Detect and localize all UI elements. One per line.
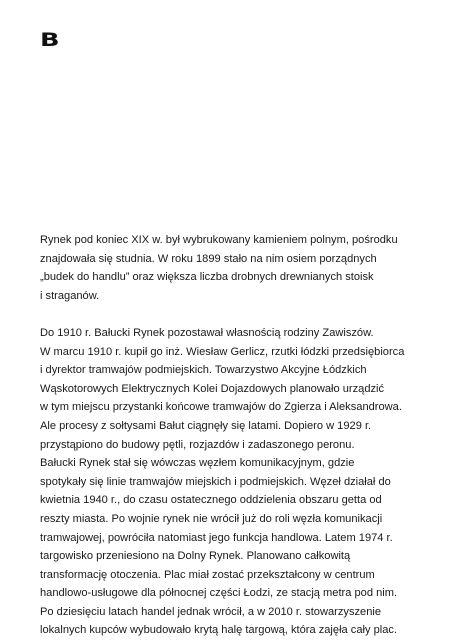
text-line: Bałucki Rynek stał się wówczas węzłem komunikacyjnym, gdzie [40,457,355,470]
text-line: i dyrektor tramwajów podmiejskich. Towarzystwo Akcyjne Łódzkich [40,364,367,377]
text-line: Rynek pod koniec XIX w. był wybrukowany kamieniem polnym, pośrodku [40,234,398,246]
text-line: W marcu 1910 r. kupił go inż. Wiesław Gerlicz, rzutki łódzki przedsiębiorca [40,345,405,358]
text-line: handlowo-usługowe dla północnej części Łodzi, ze stacją metra pod nim. [40,587,398,600]
text-line: tramwajowej, powróciła natomiast jego funkcja handlowa. Latem 1974 r. [40,531,393,544]
text-line: Ale procesy z sołtysami Bałut ciągnęły się latami. Dopiero w 1929 r. [40,419,372,432]
logo-letter: B [40,29,60,51]
text-line: Do 1910 r. Bałucki Rynek pozostawał własnością rodziny Zawiszów. [40,326,374,339]
text-line: transformację otoczenia. Plac miał zostać przekształcony w centrum [40,568,375,581]
text-line: targowisko przeniesiono na Dolny Rynek. Planowano całkowitą [40,550,351,563]
text-line: w tym miejscu przystanki końcowe tramwajów do Zgierza i Aleksandrowa. [40,401,402,414]
text-line: lokalnych kupców wybudowało krytą halę targową, która zajęła cały plac. [40,624,398,637]
text-line: Po dziesięciu latach handel jednak wrócił, a w 2010 r. stowarzyszenie [40,605,382,618]
paragraph-1 [40,231,440,305]
text-line: i straganów. [40,289,100,302]
text-line: „budek do handlu” oraz większa liczba drobnych drewnianych stoisk [40,271,374,284]
body-text [40,231,440,640]
text-line: przystąpiono do budowy pętli, rozjazdów i zadaszonego peronu. [40,438,355,451]
text-line: spotykały się linie tramwajów miejskich i podmiejskich. Węzeł działał do [40,475,391,488]
paragraph-2 [40,324,440,640]
text-line: reszty miasta. Po wojnie rynek nie wrócił już do roli węzła komunikacji [40,512,383,525]
text-line: kwietnia 1940 r., do czasu ostatecznego oddzielenia obszaru getta od [40,494,382,507]
text-line: znajdowała się studnia. W roku 1899 stało na nim osiem porządnych [40,252,377,265]
text-line: Wąskotorowych Elektrycznych Kolei Dojazdowych planowało urządzić [40,382,385,395]
